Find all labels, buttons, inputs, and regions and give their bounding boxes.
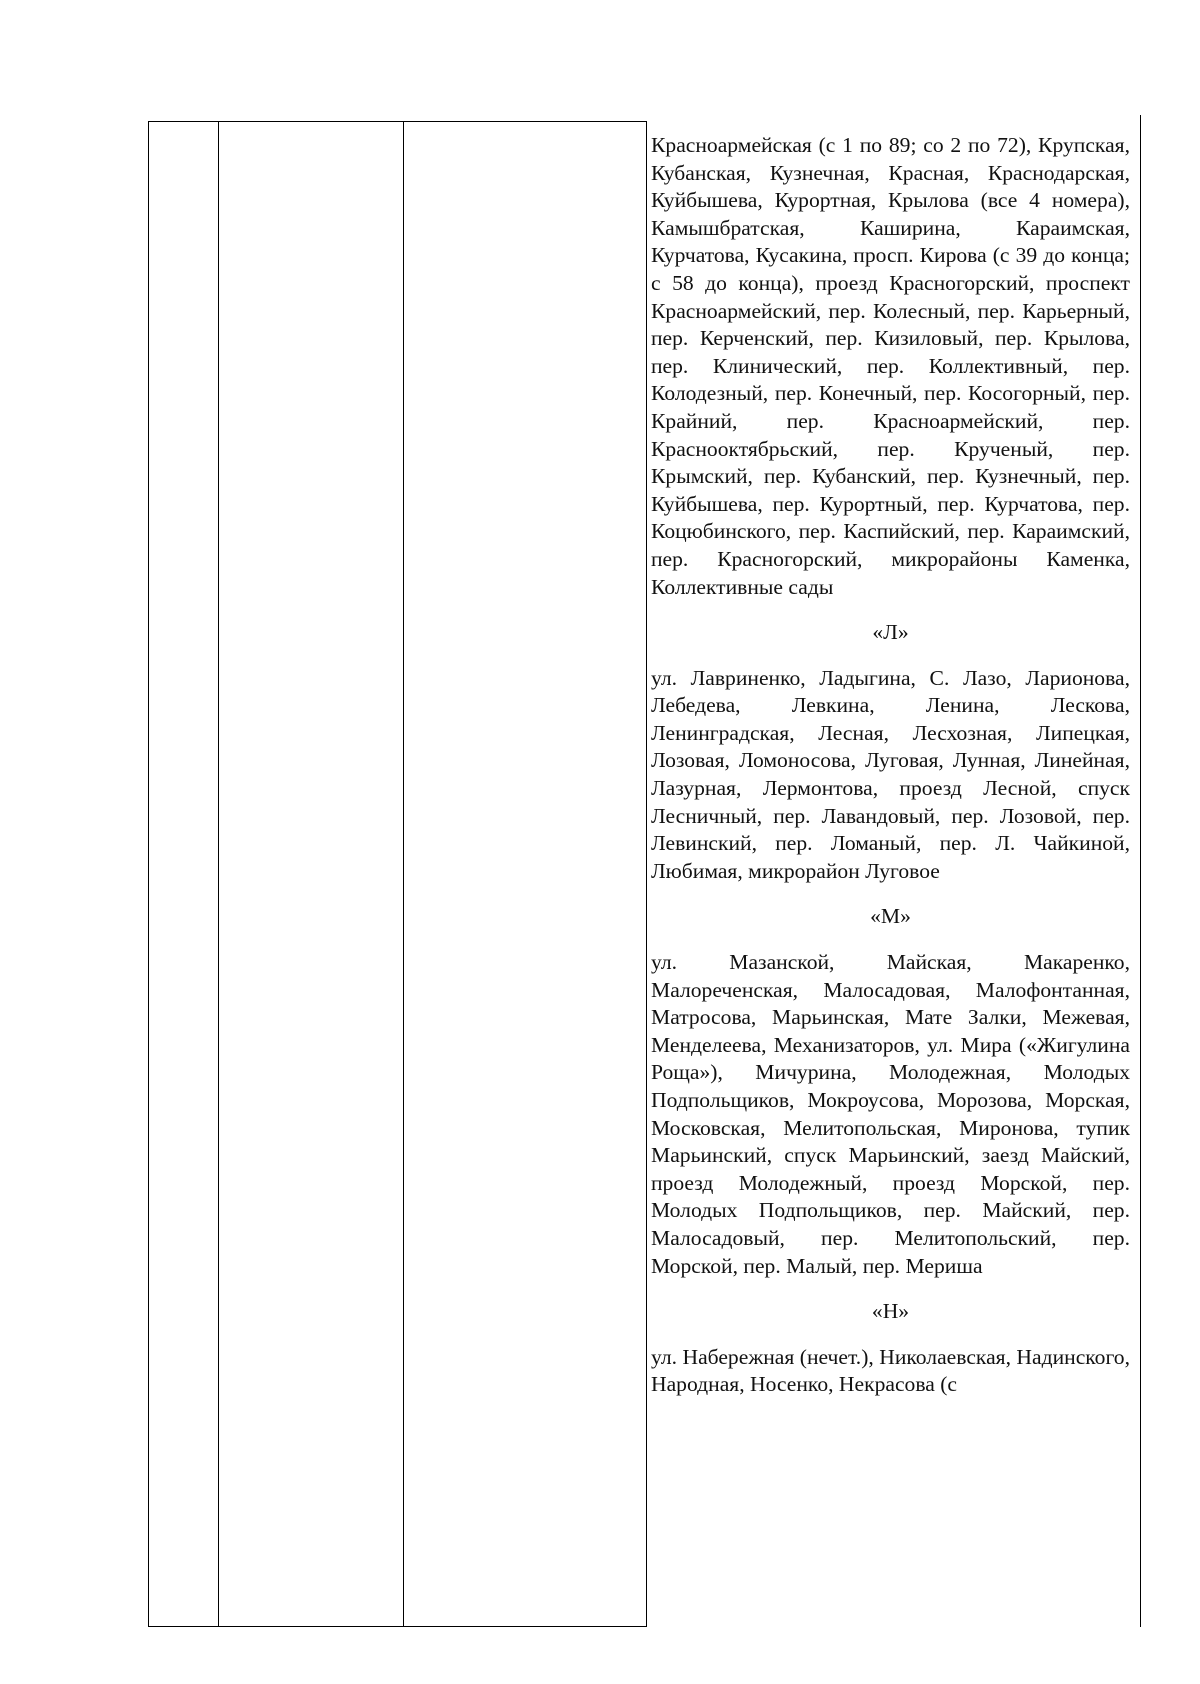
table-column-divider-1 [218, 121, 219, 1627]
street-list-n: ул. Набережная (нечет.), Николаевская, Надинского, Народная, Носенко, Некрасова (с [651, 1344, 1130, 1397]
street-list-m: ул. Мазанской, Майская, Макаренко, Малореченская, Малосадовая, Малофонтанная, Матросова, Марьинская, Мате Залки, Межевая, Менделеева, Механизаторов, ул. Мира («Жигулина Роща»), Мичурина, Молодежная, Молодых Подпольщиков, Мокроусова, Морозова, Морская, Московская, Мелитопольская, Миронова, тупик Марьинский, спуск Марьинский, заезд Майский, проезд Молодежный, проезд Морской, пер. Молодых Подпольщиков, пер. Майский, пер. Малосадовый, пер. Мелитопольский, пер. Морской, пер. Малый, пер. Мериша [651, 950, 1130, 1278]
letter-heading-n: «Н» [871, 1299, 910, 1324]
table-left-border [148, 121, 149, 1627]
table-bottom-border [148, 1626, 646, 1627]
table-column-divider-3 [646, 121, 647, 1627]
table-top-border [148, 121, 646, 122]
letter-heading-l: «Л» [872, 620, 909, 645]
street-list-k-continued: Красноармейская (с 1 по 89; со 2 по 72), Крупская, Кубанская, Кузнечная, Красная, Краснодарская, Куйбышева, Курортная, Крылова (все 4 номера), Камышбратская, Каширина, Караимская, Курчатова, Кусакина, просп. Кирова (с 39 до конца; с 58 до конца), проезд Красногорский, проспект Красноармейский, пер. Колесный, пер. Карьерный, пер. Керченский, пер. Кизиловый, пер. Крылова, пер. Клинический, пер. Коллективный, пер. Колодезный, пер. Конечный, пер. Косогорный, пер. Крайний, пер. Красноармейский, пер. Краснооктябрьский, пер. Крученый, пер. Крымский, пер. Кубанский, пер. Кузнечный, пер. Куйбышева, пер. Курортный, пер. Курчатова, пер. Коцюбинского, пер. Каспийский, пер. Караимский, пер. Красногорский, микрорайоны Каменка, Коллективные сады [651, 133, 1130, 599]
table-column-divider-2 [403, 121, 404, 1627]
street-list-cell [651, 132, 1130, 1399]
letter-heading-m: «М» [870, 904, 911, 929]
table-right-border [1140, 115, 1141, 1627]
street-list-l: ул. Лавриненко, Ладыгина, С. Лазо, Ларионова, Лебедева, Левкина, Ленина, Лескова, Ленинградская, Лесная, Лесхозная, Липецкая, Лозовая, Ломоносова, Луговая, Лунная, Линейная, Лазурная, Лермонтова, проезд Лесной, спуск Лесничный, пер. Лавандовый, пер. Лозовой, пер. Левинский, пер. Ломаный, пер. Л. Чайкиной, Любимая, микрорайон Луговое [651, 665, 1130, 883]
